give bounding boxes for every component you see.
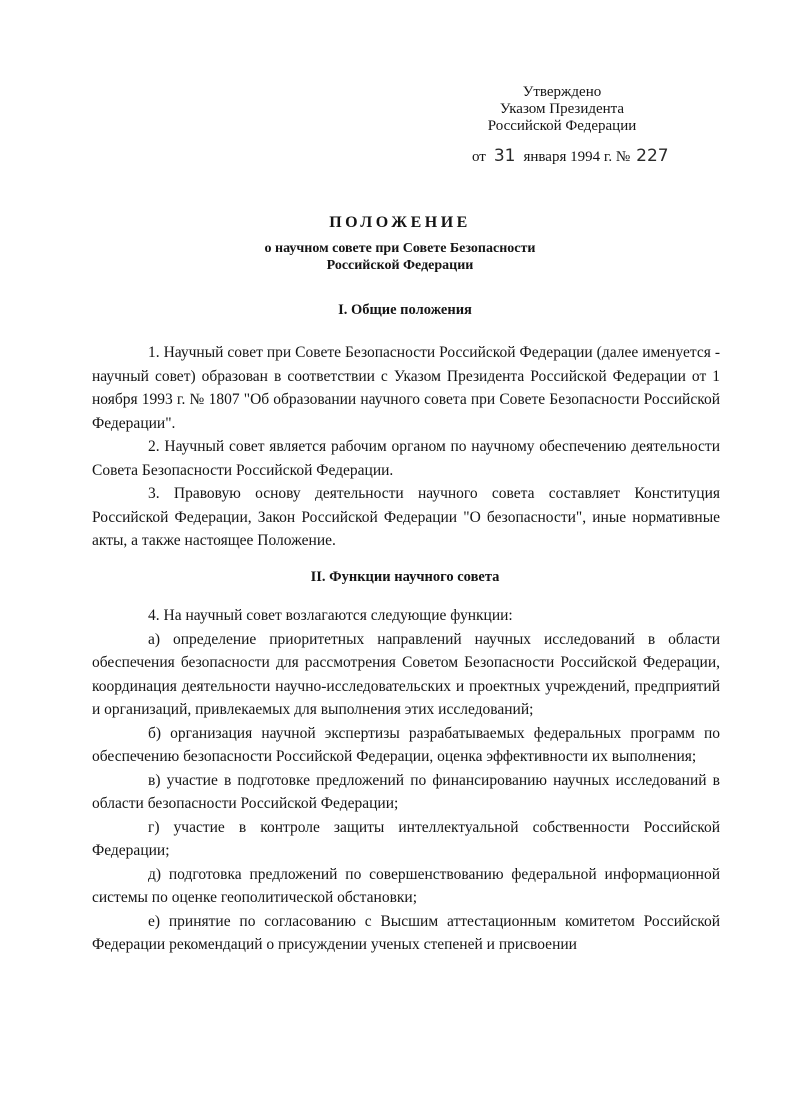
subtitle-line: о научном совете при Совете Безопасности — [264, 241, 536, 256]
date-month-year: января 1994 г. № — [523, 149, 631, 165]
section-general-body — [92, 341, 720, 553]
list-item: а) определение приоритетных направлений научных исследований в области обеспечения безопасности для рассмотрения Советом Безопасности Российской Федерации, координация деятельности научно-исследовательских и проектных учреждений, предприятий и организаций, привлекаемых для выполнения этих исследований; — [92, 630, 720, 718]
paragraph: 4. На научный совет возлагаются следующие функции: — [148, 607, 513, 624]
document-title: ПОЛОЖЕНИЕ — [329, 214, 471, 231]
subtitle-line: Российской Федерации — [326, 258, 474, 273]
paragraph: 3. Правовую основу деятельности научного совета составляет Конституция Российской Федерации, Закон Российской Федерации "О безопасности", иные нормативные акты, а также настоящее Положение. — [92, 485, 720, 549]
list-item: д) подготовка предложений по совершенствованию федеральной информационной системы по оценке геополитической обстановки; — [92, 865, 720, 906]
list-item: е) принятие по согласованию с Высшим аттестационным комитетом Российской Федерации рекомендаций о присуждении ученых степеней и присвоении — [92, 912, 720, 953]
list-item: б) организация научной экспертизы разрабатываемых федеральных программ по обеспечению безопасности Российской Федерации, оценка эффективности их выполнения; — [92, 724, 720, 765]
decree-number-handwritten: 227 — [636, 146, 669, 166]
paragraph: 1. Научный совет при Совете Безопасности Российской Федерации (далее именуется - научный совет) образован в соответствии с Указом Президента Российской Федерации от 1 ноября 1993 г. № 1807 "Об образовании научного совета при Совете Безопасности Российской Федерации". — [92, 344, 720, 432]
document-subtitle — [0, 240, 800, 274]
approval-line-country: Российской Федерации — [487, 118, 637, 134]
approval-line-decree: Указом Президента — [499, 101, 625, 117]
date-day-handwritten: 31 — [493, 146, 516, 166]
section-heading-general: I. Общие положения — [338, 302, 472, 318]
date-prefix: от — [472, 149, 486, 165]
paragraph: 2. Научный совет является рабочим органом по научному обеспечению деятельности Совета Безопасности Российской Федерации. — [92, 438, 720, 479]
approval-date — [472, 146, 669, 166]
list-item: г) участие в контроле защиты интеллектуальной собственности Российской Федерации; — [92, 818, 720, 859]
approval-block — [462, 84, 662, 135]
section-heading-functions: II. Функции научного совета — [310, 569, 500, 585]
approval-line-approved: Утверждено — [522, 84, 602, 100]
list-item: в) участие в подготовке предложений по финансированию научных исследований в области безопасности Российской Федерации; — [92, 771, 720, 812]
section-functions-body — [92, 604, 720, 957]
